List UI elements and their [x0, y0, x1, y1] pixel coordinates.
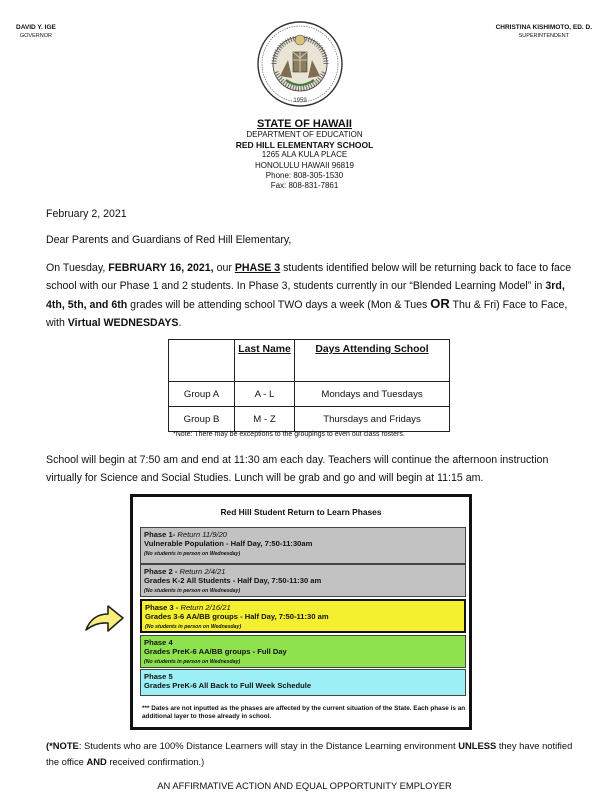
table-cell: Mondays and Tuesdays: [295, 382, 450, 407]
intro-text-3: students identified below will be returning back to face to face school with our Phase 1 and 2 students. In Phase 3, students currently in our “Blended Learning Model” in: [46, 262, 572, 292]
phase-5-row: [140, 669, 466, 696]
table-cell: M - Z: [235, 407, 295, 432]
note-text-3: received confirmation.): [106, 756, 205, 767]
virtual-wednesdays: Virtual WEDNESDAYS: [67, 316, 179, 329]
or-label: OR: [430, 296, 450, 312]
letter-date: February 2, 2021: [46, 208, 127, 220]
table-row: [169, 382, 450, 407]
and-label: AND: [86, 756, 107, 767]
phases-footnote: *** Dates are not inputted as the phases are affected by the current situation of the State. Each phase is an additional layer to those already in school.: [142, 705, 466, 720]
department-name: DEPARTMENT OF EDUCATION: [246, 130, 363, 139]
phase-sub: (No students in person on Wednesday): [144, 659, 241, 665]
superintendent-name: CHRISTINA KISHIMOTO, ED. D.: [495, 24, 592, 31]
intro-text-2: our: [213, 262, 235, 274]
phase-desc: Grades 3-6 AA/BB groups - Half Day, 7:50-11:30 am: [145, 612, 329, 621]
salutation: Dear Parents and Guardians of Red Hill Elementary,: [46, 234, 292, 246]
note-text-1: : Students who are 100% Distance Learners will stay in the Distance Learning environment: [78, 740, 459, 751]
intro-text-6: .: [178, 316, 182, 329]
governor-name: DAVID Y. IGE: [16, 24, 56, 31]
phase-label: Phase 5: [144, 672, 173, 681]
state-name: STATE OF HAWAII: [257, 118, 352, 130]
table-header: Last Name: [235, 340, 295, 382]
group-schedule-table: [168, 339, 450, 432]
school-name: RED HILL ELEMENTARY SCHOOL: [235, 140, 374, 151]
superintendent-block: [496, 24, 592, 39]
intro-paragraph: [46, 260, 576, 332]
phase-desc: Grades PreK-6 AA/BB groups - Full Day: [144, 647, 287, 656]
agency-address: [0, 118, 609, 191]
table-cell: Thursdays and Fridays: [295, 407, 450, 432]
table-cell: Group B: [169, 407, 235, 432]
phase-sub: (No students in person on Wednesday): [144, 588, 241, 594]
table-header: [169, 340, 235, 382]
phase-return: Return 2/4/21: [179, 567, 226, 576]
distance-learner-note: [46, 738, 576, 770]
phase-3-label: PHASE 3: [234, 262, 281, 274]
phase-label: Phase 1-: [144, 530, 178, 539]
street-address: 1265 ALA KULA PLACE: [261, 150, 348, 160]
phase-4-row: [140, 635, 466, 668]
city-address: HONOLULU HAWAII 96819: [255, 160, 354, 170]
phase-return: Return 11/9/20: [177, 530, 228, 539]
phase-3-row: [140, 599, 466, 633]
superintendent-title: SUPERINTENDENT: [518, 33, 569, 39]
note-label: (*NOTE: [46, 740, 79, 751]
phase-desc: Vulnerable Population - Half Day, 7:50-11:30am: [144, 539, 313, 548]
table-header-row: [169, 340, 450, 382]
phases-title: Red Hill Student Return to Learn Phases: [220, 507, 382, 517]
phase-label: Phase 2 -: [144, 567, 180, 576]
phase-return: Return 2/16/21: [180, 603, 231, 612]
return-date: FEBRUARY 16, 2021,: [108, 262, 214, 274]
phase-desc: Grades K-2 All Students - Half Day, 7:50-11:30 am: [144, 576, 322, 585]
intro-text-5: Thu & Fri) Face to Face, with: [46, 299, 568, 329]
table-note: *Note: There may be exceptions to the groupings to even out class rosters.: [173, 431, 405, 438]
eeo-footer: AN AFFIRMATIVE ACTION AND EQUAL OPPORTUNITY EMPLOYER: [157, 780, 452, 791]
phase-2-row: [140, 564, 466, 597]
intro-text-4: grades will be attending school TWO days a week (Mon & Tues: [127, 299, 431, 312]
table-row: [169, 407, 450, 432]
seal-year: 1959: [293, 98, 307, 104]
arrow-right-icon: [82, 600, 126, 640]
phase-sub: (No students in person on Wednesday): [144, 551, 241, 557]
grades-label: 3rd, 4th, 5th, and 6th: [46, 279, 565, 312]
schedule-paragraph: School will begin at 7:50 am and end at 11:30 am each day. Teachers will continue the afternoon instruction virtually for Science and Social Studies. Lunch will be grab and go and will begin at 11:15 am.: [46, 454, 549, 484]
table-cell: Group A: [169, 382, 235, 407]
phase-desc: Grades PreK-6 All Back to Full Week Schedule: [144, 681, 312, 690]
phase-sub: (No students in person on Wednesday): [145, 624, 242, 630]
table-header: Days Attending School: [295, 340, 450, 382]
table-cell: A - L: [235, 382, 295, 407]
phone-number: Phone: 808-305-1530: [265, 170, 344, 180]
phase-label: Phase 3 -: [145, 603, 181, 612]
state-seal-icon: [256, 20, 344, 108]
note-text-2: they have notified the office: [46, 740, 573, 767]
phases-box: [130, 494, 472, 730]
phase-label: Phase 4: [144, 638, 173, 647]
intro-text-1: On Tuesday,: [46, 262, 109, 274]
governor-block: [16, 24, 56, 39]
unless-label: UNLESS: [458, 740, 497, 751]
fax-number: Fax: 808-831-7861: [270, 181, 339, 191]
phase-1-row: [140, 527, 466, 564]
governor-title: GOVERNOR: [19, 33, 52, 39]
